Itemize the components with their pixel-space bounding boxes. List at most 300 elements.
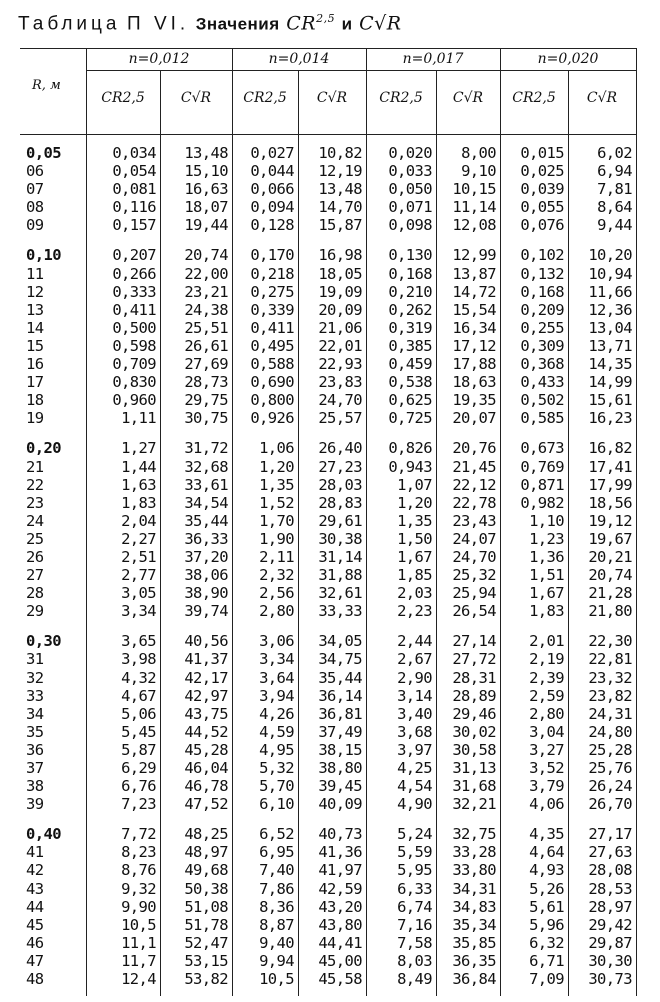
table-cell: 8,03 — [397, 951, 432, 970]
table-cell: 28,83 — [318, 493, 362, 512]
table-cell: 3,65 — [121, 632, 156, 651]
table-cell: 25,57 — [318, 409, 362, 428]
row-label-r: 08 — [26, 198, 44, 217]
column-g1-cr — [88, 144, 156, 988]
table-cell: 53,15 — [184, 951, 228, 970]
table-cell: 12,19 — [318, 162, 362, 181]
table-cell: 0,411 — [112, 300, 156, 319]
table-cell: 9,40 — [259, 933, 294, 952]
table-cell: 3,34 — [121, 602, 156, 621]
sub-header-g4-csqrt: C√R — [586, 90, 618, 106]
block-gap — [88, 813, 156, 825]
table-cell: 1,67 — [529, 584, 564, 603]
table-cell: 0,266 — [112, 264, 156, 283]
table-cell: 12,4 — [121, 970, 156, 989]
table-top-rule — [20, 48, 636, 49]
table-cell: 0,116 — [112, 198, 156, 217]
row-label-r: 18 — [26, 391, 44, 410]
table-cell: 1,85 — [397, 566, 432, 585]
table-cell: 35,44 — [184, 511, 228, 530]
table-cell: 29,61 — [318, 511, 362, 530]
table-cell: 0,168 — [520, 282, 564, 301]
table-cell: 18,63 — [452, 373, 496, 392]
table-cell: 18,07 — [184, 198, 228, 217]
block-gap — [570, 813, 632, 825]
block-gap — [162, 813, 228, 825]
table-cell: 3,27 — [529, 740, 564, 759]
table-cell: 2,90 — [397, 668, 432, 687]
table-cell: 2,44 — [397, 632, 432, 651]
table-cell: 6,52 — [259, 825, 294, 844]
table-cell: 28,53 — [588, 879, 632, 898]
table-cell: 0,071 — [388, 198, 432, 217]
table-cell: 30,30 — [588, 951, 632, 970]
table-cell: 0,044 — [250, 162, 294, 181]
row-label-r: 0,30 — [26, 632, 61, 651]
table-cell: 11,1 — [121, 933, 156, 952]
table-cell: 8,00 — [461, 144, 496, 162]
column-g2-cr — [234, 144, 294, 988]
table-cell: 23,82 — [588, 686, 632, 705]
table-cell: 16,34 — [452, 318, 496, 337]
table-cell: 34,83 — [452, 897, 496, 916]
table-cell: 11,66 — [588, 282, 632, 301]
block-gap — [570, 234, 632, 246]
block-gap — [502, 234, 564, 246]
table-cell: 45,00 — [318, 951, 362, 970]
table-cell: 1,07 — [397, 475, 432, 494]
table-cell: 35,34 — [452, 915, 496, 934]
row-label-r: 0,05 — [26, 144, 61, 162]
table-cell: 7,86 — [259, 879, 294, 898]
table-cell: 26,54 — [452, 602, 496, 621]
table-cell: 44,41 — [318, 933, 362, 952]
table-cell: 42,59 — [318, 879, 362, 898]
table-cell: 0,500 — [112, 318, 156, 337]
row-label-r: 07 — [26, 180, 44, 199]
table-cell: 31,72 — [184, 439, 228, 458]
table-cell: 15,61 — [588, 391, 632, 410]
row-label-r: 48 — [26, 970, 44, 989]
column-g2-csqrt — [300, 144, 362, 988]
row-label-r: 31 — [26, 650, 44, 669]
table-cell: 0,015 — [520, 144, 564, 162]
table-cell: 6,74 — [397, 897, 432, 916]
row-label-r: 14 — [26, 318, 44, 337]
table-cell: 9,10 — [461, 162, 496, 181]
table-cell: 5,24 — [397, 825, 432, 844]
table-cell: 6,32 — [529, 933, 564, 952]
table-cell: 3,68 — [397, 722, 432, 741]
table-cell: 13,48 — [184, 144, 228, 162]
table-cell: 9,32 — [121, 879, 156, 898]
row-label-r: 46 — [26, 933, 44, 952]
table-cell: 16,23 — [588, 409, 632, 428]
table-cell: 9,44 — [597, 216, 632, 235]
table-cell: 0,625 — [388, 391, 432, 410]
table-cell: 5,45 — [121, 722, 156, 741]
table-cell: 30,58 — [452, 740, 496, 759]
table-cell: 40,56 — [184, 632, 228, 651]
table-cell: 20,21 — [588, 547, 632, 566]
table-cell: 1,90 — [259, 529, 294, 548]
block-gap — [162, 427, 228, 439]
table-cell: 12,36 — [588, 300, 632, 319]
table-cell: 0,098 — [388, 216, 432, 235]
table-cell: 10,20 — [588, 246, 632, 265]
row-label-r: 15 — [26, 336, 44, 355]
table-cell: 13,71 — [588, 336, 632, 355]
table-cell: 0,319 — [388, 318, 432, 337]
column-g3-csqrt — [438, 144, 496, 988]
table-cell: 24,70 — [318, 391, 362, 410]
table-cell: 36,81 — [318, 704, 362, 723]
table-cell: 0,033 — [388, 162, 432, 181]
table-cell: 25,76 — [588, 759, 632, 777]
table-cell: 14,35 — [588, 355, 632, 374]
col-divider-g1-mid — [160, 70, 161, 996]
table-cell: 46,78 — [184, 777, 228, 796]
table-cell: 0,255 — [520, 318, 564, 337]
table-cell: 0,960 — [112, 391, 156, 410]
table-cell: 25,94 — [452, 584, 496, 603]
table-cell: 5,87 — [121, 740, 156, 759]
table-cell: 17,41 — [588, 457, 632, 476]
block-gap — [24, 234, 84, 246]
table-cell: 17,12 — [452, 336, 496, 355]
table-cell: 8,64 — [597, 198, 632, 217]
table-cell: 0,076 — [520, 216, 564, 235]
table-cell: 20,74 — [184, 246, 228, 265]
table-cell: 1,11 — [121, 409, 156, 428]
table-cell: 32,68 — [184, 457, 228, 476]
table-cell: 2,19 — [529, 650, 564, 669]
table-cell: 0,982 — [520, 493, 564, 512]
table-cell: 0,585 — [520, 409, 564, 428]
table-cell: 18,56 — [588, 493, 632, 512]
table-cell: 0,034 — [112, 144, 156, 162]
table-cell: 0,020 — [388, 144, 432, 162]
table-cell: 4,35 — [529, 825, 564, 844]
block-gap — [438, 620, 496, 632]
table-cell: 27,14 — [452, 632, 496, 651]
table-cell: 28,08 — [588, 861, 632, 880]
table-cell: 0,170 — [250, 246, 294, 265]
table-cell: 0,309 — [520, 336, 564, 355]
table-cell: 14,70 — [318, 198, 362, 217]
table-cell: 23,43 — [452, 511, 496, 530]
table-cell: 10,15 — [452, 180, 496, 199]
table-cell: 2,80 — [259, 602, 294, 621]
table-cell: 6,10 — [259, 795, 294, 814]
table-cell: 3,64 — [259, 668, 294, 687]
table-cell: 0,502 — [520, 391, 564, 410]
table-cell: 0,769 — [520, 457, 564, 476]
table-cell: 7,40 — [259, 861, 294, 880]
table-cell: 30,38 — [318, 529, 362, 548]
table-cell: 27,17 — [588, 825, 632, 844]
table-cell: 38,06 — [184, 566, 228, 585]
table-cell: 5,61 — [529, 897, 564, 916]
col-divider-r — [86, 48, 87, 996]
row-label-r: 0,20 — [26, 439, 61, 458]
table-cell: 3,52 — [529, 759, 564, 777]
title-bold-text: Значения — [195, 14, 280, 34]
block-gap — [234, 234, 294, 246]
table-cell: 31,13 — [452, 759, 496, 777]
block-gap — [570, 620, 632, 632]
table-cell: 24,80 — [588, 722, 632, 741]
table-cell: 7,23 — [121, 795, 156, 814]
row-label-r: 44 — [26, 897, 44, 916]
row-label-r: 17 — [26, 373, 44, 392]
block-gap — [300, 620, 362, 632]
row-label-r: 09 — [26, 216, 44, 235]
row-label-r: 27 — [26, 566, 44, 585]
table-cell: 36,33 — [184, 529, 228, 548]
block-gap — [24, 427, 84, 439]
table-cell: 6,02 — [597, 144, 632, 162]
table-cell: 25,32 — [452, 566, 496, 585]
block-gap — [300, 234, 362, 246]
table-cell: 1,50 — [397, 529, 432, 548]
table-cell: 0,027 — [250, 144, 294, 162]
table-cell: 16,98 — [318, 246, 362, 265]
table-cell: 37,20 — [184, 547, 228, 566]
table-cell: 38,80 — [318, 759, 362, 777]
table-cell: 6,33 — [397, 879, 432, 898]
table-cell: 14,99 — [588, 373, 632, 392]
table-cell: 1,23 — [529, 529, 564, 548]
table-cell: 0,130 — [388, 246, 432, 265]
table-cell: 4,25 — [397, 759, 432, 777]
table-cell: 44,52 — [184, 722, 228, 741]
header-bottom-rule — [20, 134, 636, 135]
table-cell: 1,20 — [259, 457, 294, 476]
table-cell: 8,36 — [259, 897, 294, 916]
group-header-3: n=0,017 — [402, 51, 464, 67]
table-cell: 0,128 — [250, 216, 294, 235]
table-cell: 27,63 — [588, 843, 632, 862]
table-cell: 43,80 — [318, 915, 362, 934]
col-divider-g3-end — [500, 48, 501, 996]
table-cell: 10,5 — [121, 915, 156, 934]
sub-header-g1-csqrt: C√R — [180, 90, 212, 106]
table-cell: 22,12 — [452, 475, 496, 494]
row-label-r: 0,10 — [26, 246, 61, 265]
table-cell: 4,26 — [259, 704, 294, 723]
table-cell: 26,40 — [318, 439, 362, 458]
table-cell: 35,44 — [318, 668, 362, 687]
table-cell: 40,73 — [318, 825, 362, 844]
table-cell: 5,32 — [259, 759, 294, 777]
row-label-r: 12 — [26, 282, 44, 301]
column-g4-csqrt — [570, 144, 632, 988]
row-label-r: 33 — [26, 686, 44, 705]
row-label-r: 25 — [26, 529, 44, 548]
table-cell: 2,03 — [397, 584, 432, 603]
block-gap — [368, 813, 432, 825]
table-cell: 0,209 — [520, 300, 564, 319]
group-header-4: n=0,020 — [537, 51, 599, 67]
table-cell: 41,97 — [318, 861, 362, 880]
table-cell: 42,17 — [184, 668, 228, 687]
table-cell: 0,709 — [112, 355, 156, 374]
table-cell: 1,35 — [259, 475, 294, 494]
table-cell: 5,70 — [259, 777, 294, 796]
row-label-r: 47 — [26, 951, 44, 970]
table-cell: 16,63 — [184, 180, 228, 199]
table-cell: 0,333 — [112, 282, 156, 301]
block-gap — [24, 620, 84, 632]
block-gap — [88, 427, 156, 439]
table-cell: 47,52 — [184, 795, 228, 814]
table-cell: 2,04 — [121, 511, 156, 530]
table-cell: 17,88 — [452, 355, 496, 374]
table-cell: 29,46 — [452, 704, 496, 723]
table-cell: 2,32 — [259, 566, 294, 585]
row-label-r: 23 — [26, 493, 44, 512]
table-cell: 10,5 — [259, 970, 294, 989]
row-label-r: 34 — [26, 704, 44, 723]
table-cell: 14,72 — [452, 282, 496, 301]
table-cell: 31,88 — [318, 566, 362, 585]
block-gap — [502, 427, 564, 439]
table-cell: 1,36 — [529, 547, 564, 566]
row-label-r: 06 — [26, 162, 44, 181]
table-cell: 0,871 — [520, 475, 564, 494]
table-cell: 43,75 — [184, 704, 228, 723]
table-cell: 1,67 — [397, 547, 432, 566]
sub-header-g2-csqrt: C√R — [316, 90, 348, 106]
sub-header-g2-cr: CR2,5 — [243, 90, 287, 106]
block-gap — [88, 234, 156, 246]
row-label-r: 45 — [26, 915, 44, 934]
table-cell: 28,97 — [588, 897, 632, 916]
table-cell: 46,04 — [184, 759, 228, 777]
table-cell: 0,598 — [112, 336, 156, 355]
table-cell: 9,94 — [259, 951, 294, 970]
row-label-r: 29 — [26, 602, 44, 621]
row-label-r: 19 — [26, 409, 44, 428]
table-cell: 22,01 — [318, 336, 362, 355]
table-cell: 22,81 — [588, 650, 632, 669]
table-cell: 2,11 — [259, 547, 294, 566]
table-cell: 2,59 — [529, 686, 564, 705]
table-cell: 18,05 — [318, 264, 362, 283]
block-gap — [502, 813, 564, 825]
row-label-r: 41 — [26, 843, 44, 862]
sub-header-g3-csqrt: C√R — [452, 90, 484, 106]
table-cell: 5,95 — [397, 861, 432, 880]
table-cell: 1,44 — [121, 457, 156, 476]
table-cell: 20,74 — [588, 566, 632, 585]
table-cell: 7,72 — [121, 825, 156, 844]
table-cell: 22,30 — [588, 632, 632, 651]
table-cell: 4,93 — [529, 861, 564, 880]
row-label-r: 21 — [26, 457, 44, 476]
table-cell: 2,80 — [529, 704, 564, 723]
table-cell: 4,67 — [121, 686, 156, 705]
table-cell: 4,54 — [397, 777, 432, 796]
table-cell: 41,37 — [184, 650, 228, 669]
table-cell: 48,25 — [184, 825, 228, 844]
table-cell: 0,218 — [250, 264, 294, 283]
table-cell: 0,055 — [520, 198, 564, 217]
block-gap — [438, 234, 496, 246]
table-cell: 28,31 — [452, 668, 496, 687]
table-cell: 20,09 — [318, 300, 362, 319]
table-cell: 6,95 — [259, 843, 294, 862]
table-cell: 0,262 — [388, 300, 432, 319]
table-cell: 49,68 — [184, 861, 228, 880]
row-label-r: 35 — [26, 722, 44, 741]
table-cell: 3,04 — [529, 722, 564, 741]
table-cell: 34,05 — [318, 632, 362, 651]
block-gap — [300, 813, 362, 825]
table-cell: 33,28 — [452, 843, 496, 862]
table-cell: 0,926 — [250, 409, 294, 428]
table-cell: 0,673 — [520, 439, 564, 458]
table-cell: 24,70 — [452, 547, 496, 566]
table-cell: 3,34 — [259, 650, 294, 669]
table-cell: 0,433 — [520, 373, 564, 392]
table-cell: 0,826 — [388, 439, 432, 458]
table-cell: 1,06 — [259, 439, 294, 458]
table-cell: 0,054 — [112, 162, 156, 181]
table-cell: 19,44 — [184, 216, 228, 235]
table-cell: 0,800 — [250, 391, 294, 410]
table-cell: 33,80 — [452, 861, 496, 880]
table-cell: 23,21 — [184, 282, 228, 301]
column-g3-cr — [368, 144, 432, 988]
table-cell: 29,42 — [588, 915, 632, 934]
table-cell: 1,35 — [397, 511, 432, 530]
table-cell: 0,538 — [388, 373, 432, 392]
column-g1-csqrt — [162, 144, 228, 988]
table-cell: 27,23 — [318, 457, 362, 476]
table-cell: 0,411 — [250, 318, 294, 337]
table-cell: 3,98 — [121, 650, 156, 669]
table-cell: 51,78 — [184, 915, 228, 934]
table-cell: 19,12 — [588, 511, 632, 530]
table-cell: 38,90 — [184, 584, 228, 603]
table-cell: 30,75 — [184, 409, 228, 428]
table-cell: 0,094 — [250, 198, 294, 217]
table-cell: 39,74 — [184, 602, 228, 621]
table-cell: 28,03 — [318, 475, 362, 494]
block-gap — [300, 427, 362, 439]
table-cell: 7,09 — [529, 970, 564, 989]
table-cell: 30,73 — [588, 970, 632, 989]
table-cell: 4,32 — [121, 668, 156, 687]
table-cell: 3,40 — [397, 704, 432, 723]
table-cell: 2,39 — [529, 668, 564, 687]
table-cell: 1,52 — [259, 493, 294, 512]
table-cell: 16,82 — [588, 439, 632, 458]
table-cell: 27,69 — [184, 355, 228, 374]
table-cell: 2,27 — [121, 529, 156, 548]
table-cell: 4,90 — [397, 795, 432, 814]
table-cell: 0,132 — [520, 264, 564, 283]
table-cell: 1,51 — [529, 566, 564, 585]
table-cell: 7,58 — [397, 933, 432, 952]
row-label-r: 42 — [26, 861, 44, 880]
table-cell: 0,495 — [250, 336, 294, 355]
table-cell: 23,83 — [318, 373, 362, 392]
row-label-r: 37 — [26, 759, 44, 777]
table-cell: 5,26 — [529, 879, 564, 898]
